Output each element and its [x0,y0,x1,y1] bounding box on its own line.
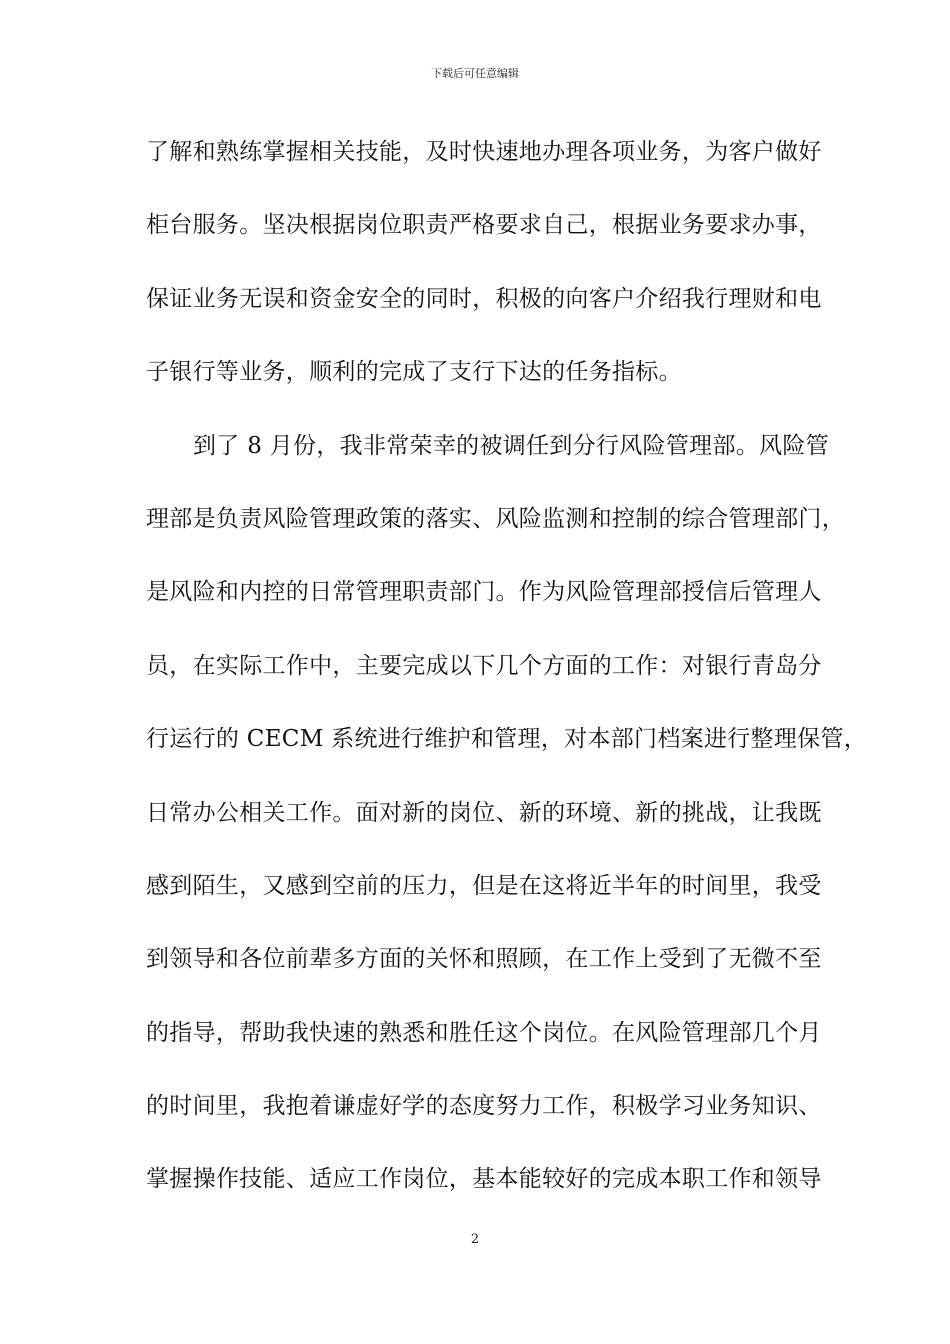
text-line: 行运行的 CECM 系统进行维护和管理，对本部门档案进行整理保管， [146,726,868,753]
text-line: 保证业务无误和资金安全的同时，积极的向客户介绍我行理财和电 [146,285,822,312]
text-line: 到领导和各位前辈多方面的关怀和照顾，在工作上受到了无微不至 [146,946,822,973]
page-header: 下载后可任意编辑 [431,67,519,80]
text-line: 感到陌生，又感到空前的压力，但是在这将近半年的时间里，我受 [146,872,822,899]
text-line: 了解和熟练掌握相关技能，及时快速地办理各项业务，为客户做好 [146,139,822,165]
text-line: 是风险和内控的日常管理职责部门。作为风险管理部授信后管理人 [146,579,822,606]
page-number: 2 [470,1232,480,1247]
document-body [146,128,868,1229]
text-line: 理部是负责风险管理政策的落实、风险监测和控制的综合管理部门， [146,505,845,532]
text-line: 员，在实际工作中，主要完成以下几个方面的工作：对银行青岛分 [146,652,822,679]
text-line: 柜台服务。坚决根据岗位职责严格要求自己，根据业务要求办事， [146,212,822,239]
text-line: 日常办公相关工作。面对新的岗位、新的环境、新的挑战，让我既 [146,799,822,826]
text-line: 的指导，帮助我快速的熟悉和胜任这个岗位。在风险管理部几个月 [146,1019,822,1046]
text-line: 子银行等业务，顺利的完成了支行下达的任务指标。 [146,359,682,386]
text-line: 掌握操作技能、适应工作岗位，基本能较好的完成本职工作和领导 [146,1166,822,1193]
text-line: 的时间里，我抱着谦虚好学的态度努力工作，积极学习业务知识、 [146,1093,822,1120]
paragraph-start-line: 到了 8 月份，我非常荣幸的被调任到分行风险管理部。风险管 [193,432,829,459]
